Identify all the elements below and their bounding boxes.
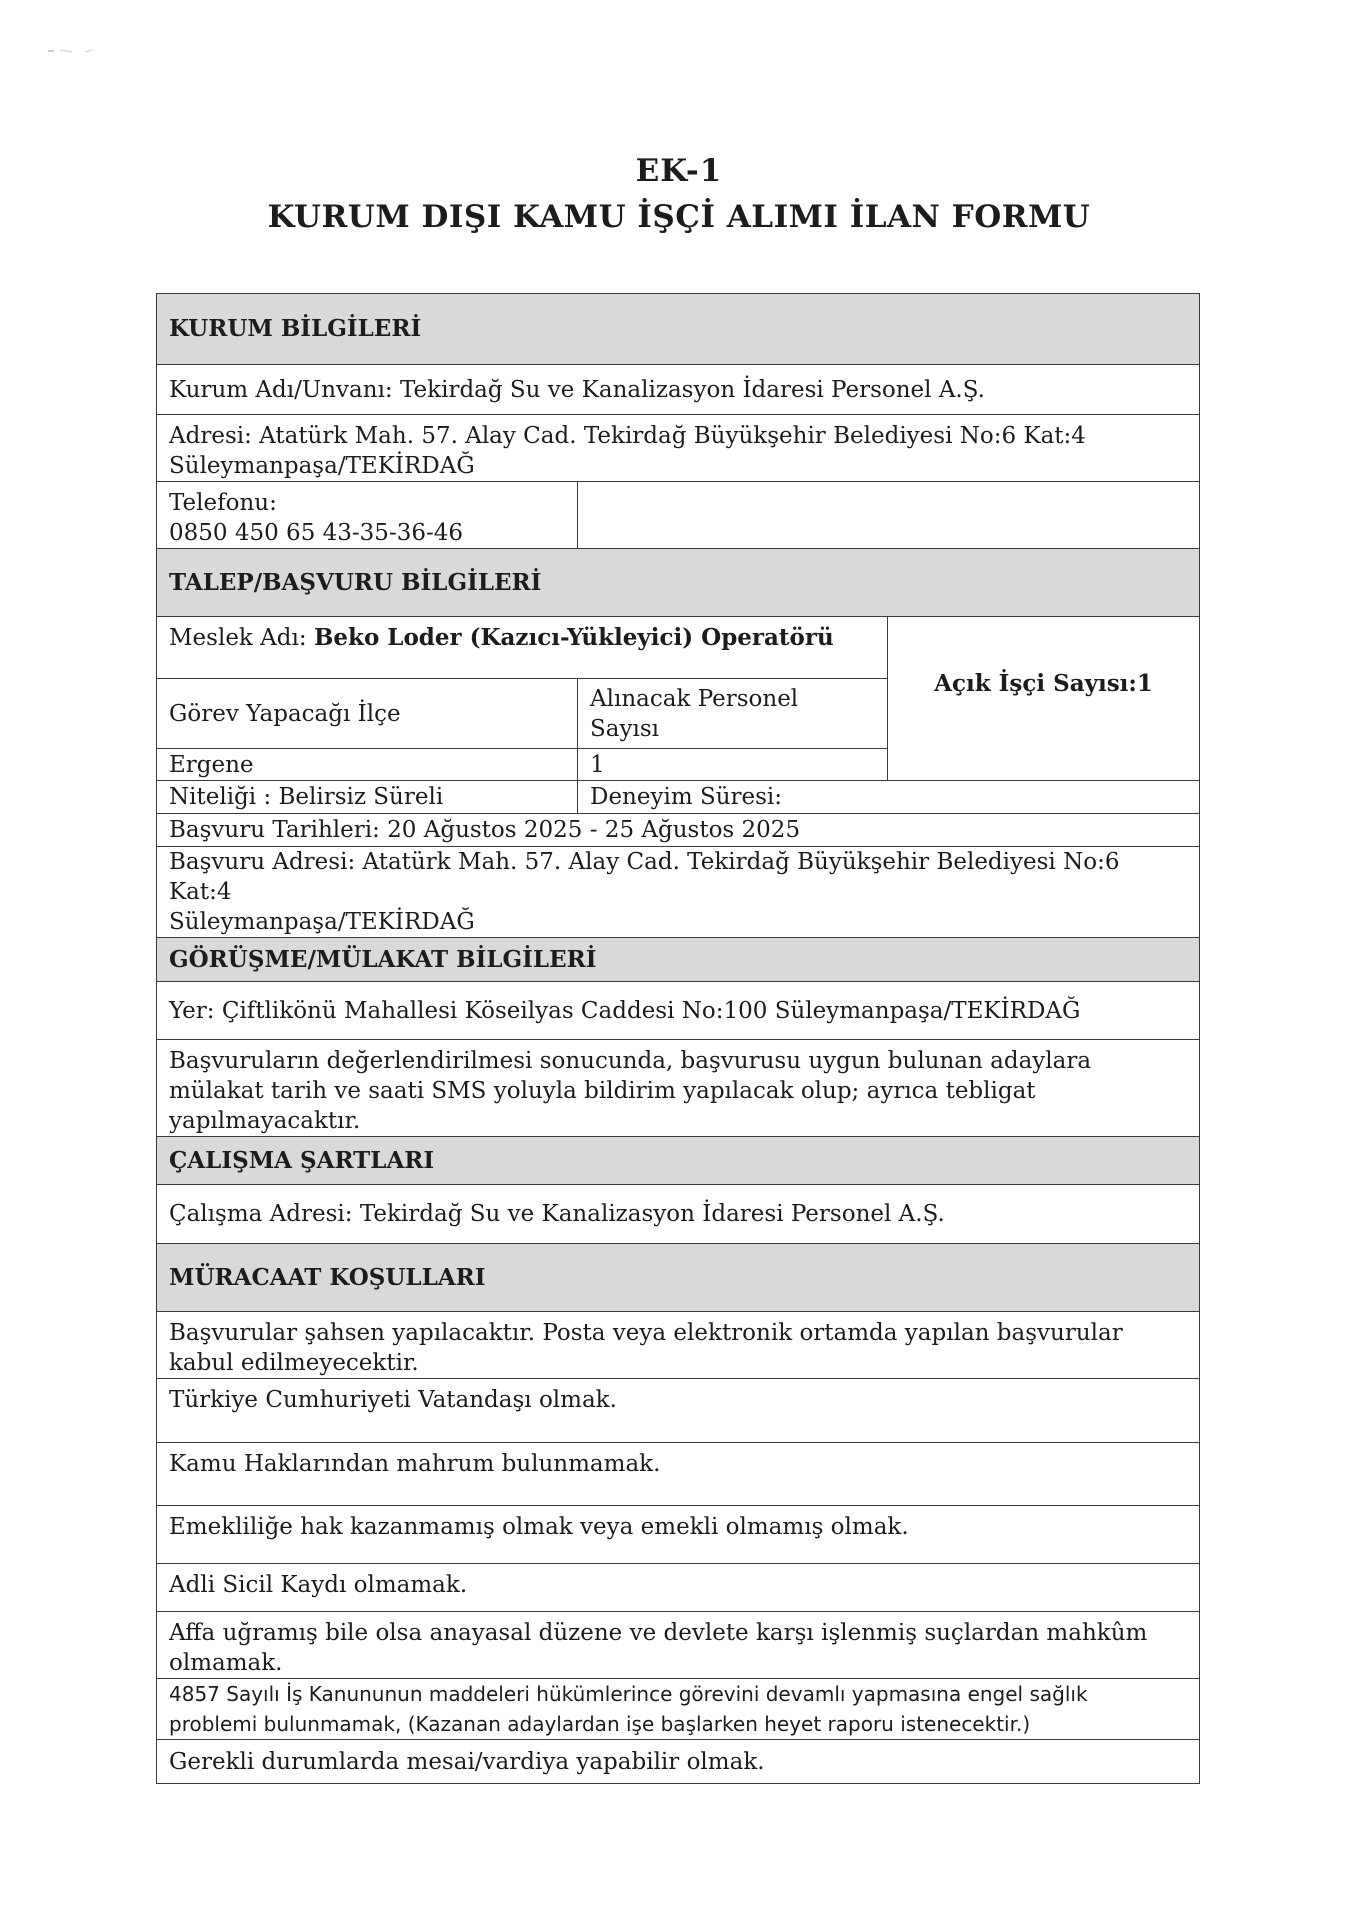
document-title — [0, 148, 1358, 240]
kurum-telefon-empty — [578, 482, 1200, 549]
ilce-label: Görev Yapacağı İlçe — [157, 679, 578, 749]
personel-label — [578, 679, 888, 749]
meslek-label: Meslek Adı: — [169, 625, 307, 651]
scan-mark — [46, 48, 116, 54]
kosul-6 — [157, 1612, 1200, 1679]
section-muracaat: MÜRACAAT KOŞULLARI — [157, 1244, 1200, 1312]
kurum-adresi — [157, 415, 1200, 482]
kosul-4: Emekliliğe hak kazanmamış olmak veya emekli olmamış olmak. — [157, 1506, 1200, 1564]
application-form-table — [156, 293, 1200, 1784]
kosul-1-line2: kabul edilmeyecektir. — [169, 1350, 419, 1376]
gorusme-aciklama-line2: mülakat tarih ve saati SMS yoluyla bildirim yapılacak olup; ayrıca tebligat — [169, 1078, 1036, 1104]
kosul-7-line1: 4857 Sayılı İş Kanununun maddeleri hükümlerince görevini devamlı yapmasına engel sağlık — [169, 1682, 1088, 1706]
meslek-value: Beko Loder (Kazıcı-Yükleyici) Operatörü — [313, 624, 834, 651]
kurum-telefon — [157, 482, 578, 549]
deneyim-suresi: Deneyim Süresi: — [578, 781, 1200, 814]
kurum-adres-line2: Süleymanpaşa/TEKİRDAĞ — [169, 453, 475, 479]
kurum-adres-line1: Adresi: Atatürk Mah. 57. Alay Cad. Tekirdağ Büyükşehir Belediyesi No:6 Kat:4 — [169, 423, 1086, 449]
kosul-6-line2: olmamak. — [169, 1650, 283, 1676]
calisma-adresi: Çalışma Adresi: Tekirdağ Su ve Kanalizasyon İdaresi Personel A.Ş. — [157, 1185, 1200, 1244]
niteligi: Niteliği : Belirsiz Süreli — [157, 781, 578, 814]
personel-value: 1 — [578, 749, 888, 781]
section-kurum: KURUM BİLGİLERİ — [157, 294, 1200, 365]
section-calisma: ÇALIŞMA ŞARTLARI — [157, 1137, 1200, 1185]
section-gorusme: GÖRÜŞME/MÜLAKAT BİLGİLERİ — [157, 938, 1200, 982]
kosul-8: Gerekli durumlarda mesai/vardiya yapabilir olmak. — [157, 1740, 1200, 1784]
title-form: KURUM DIŞI KAMU İŞÇİ ALIMI İLAN FORMU — [267, 199, 1091, 235]
section-talep: TALEP/BAŞVURU BİLGİLERİ — [157, 549, 1200, 617]
basvuru-adres-line2: Süleymanpaşa/TEKİRDAĞ — [169, 909, 475, 935]
basvuru-adres-line1: Başvuru Adresi: Atatürk Mah. 57. Alay Cad. Tekirdağ Büyükşehir Belediyesi No:6 Kat:4 — [169, 849, 1120, 905]
gorusme-aciklama-line1: Başvuruların değerlendirilmesi sonucunda, başvurusu uygun bulunan adaylara — [169, 1048, 1092, 1074]
personel-label-line2: Sayısı — [590, 715, 659, 742]
gorusme-aciklama — [157, 1040, 1200, 1137]
kosul-3: Kamu Haklarından mahrum bulunmamak. — [157, 1443, 1200, 1506]
kosul-5: Adli Sicil Kaydı olmamak. — [157, 1564, 1200, 1612]
acik-isci-sayisi: Açık İşçi Sayısı:1 — [888, 617, 1200, 781]
gorusme-aciklama-line3: yapılmayacaktır. — [169, 1108, 361, 1134]
telefon-label: Telefonu: — [169, 490, 277, 516]
kosul-2: Türkiye Cumhuriyeti Vatandaşı olmak. — [157, 1379, 1200, 1443]
kosul-1 — [157, 1312, 1200, 1379]
telefon-value: 0850 450 65 43-35-36-46 — [169, 520, 464, 546]
basvuru-tarihleri: Başvuru Tarihleri: 20 Ağustos 2025 - 25 Ağustos 2025 — [157, 814, 1200, 847]
personel-label-line1: Alınacak Personel — [590, 685, 799, 712]
kosul-6-line1: Affa uğramış bile olsa anayasal düzene ve devlete karşı işlenmiş suçlardan mahkûm — [169, 1620, 1148, 1646]
kosul-7 — [157, 1679, 1200, 1740]
meslek-adi — [157, 617, 888, 679]
ilce-value: Ergene — [157, 749, 578, 781]
title-ek: EK-1 — [635, 153, 723, 189]
basvuru-adresi — [157, 847, 1200, 938]
gorusme-yer: Yer: Çiftlikönü Mahallesi Köseilyas Caddesi No:100 Süleymanpaşa/TEKİRDAĞ — [157, 982, 1200, 1040]
kosul-1-line1: Başvurular şahsen yapılacaktır. Posta veya elektronik ortamda yapılan başvurular — [169, 1320, 1123, 1346]
kosul-7-line2: problemi bulunmamak, (Kazanan adaylardan işe başlarken heyet raporu istenecektir.) — [169, 1712, 1031, 1736]
kurum-adi: Kurum Adı/Unvanı: Tekirdağ Su ve Kanalizasyon İdaresi Personel A.Ş. — [157, 365, 1200, 415]
